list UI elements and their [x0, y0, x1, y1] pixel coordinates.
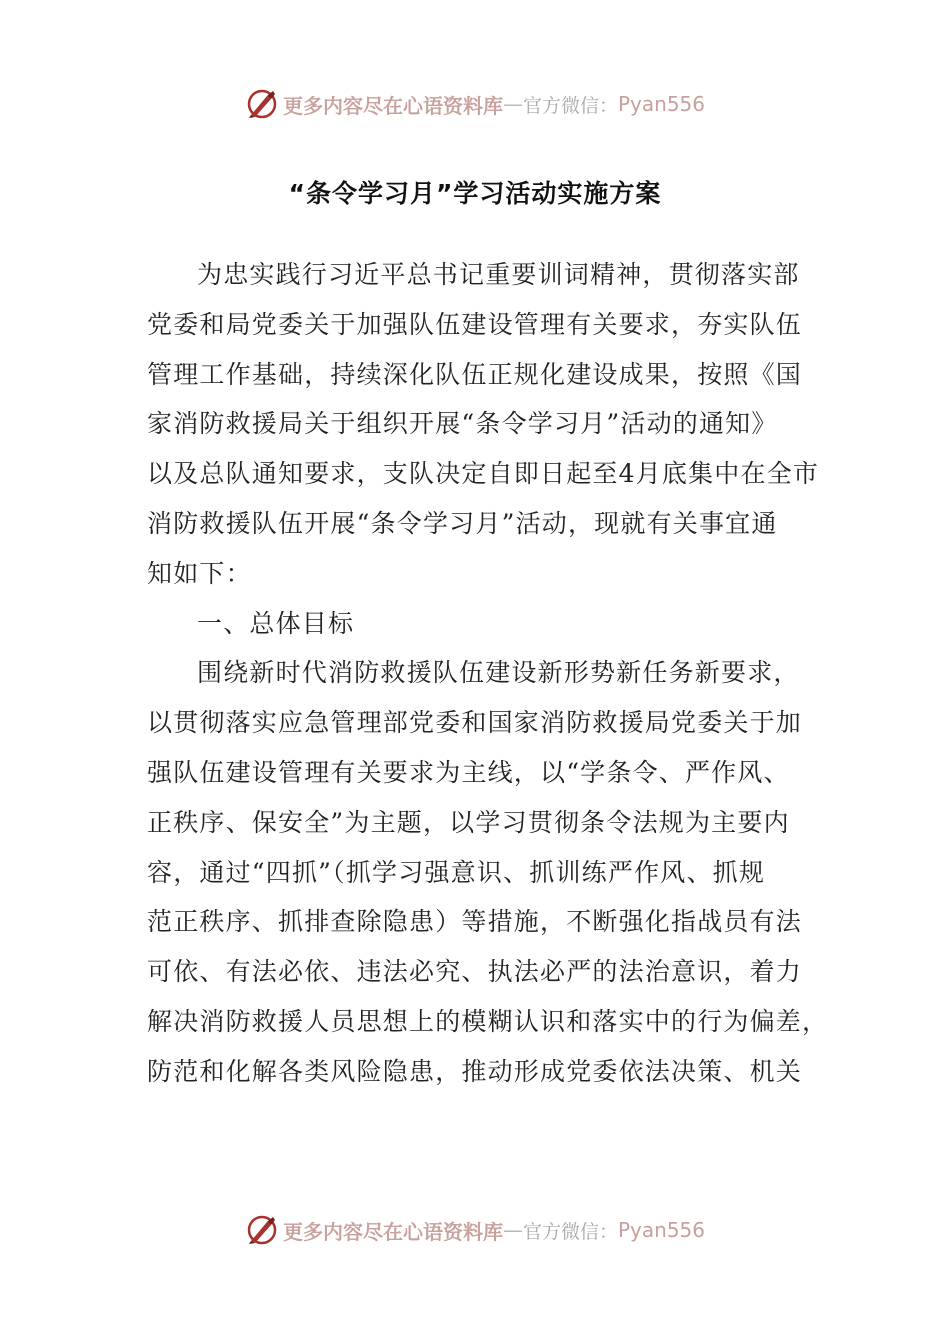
watermark-label: 官方微信： [522, 94, 618, 117]
document-body [147, 250, 829, 1097]
paragraph-line: 正秩序、保安全”为主题，以学习贯彻条令法规为主要内 [147, 807, 790, 837]
paragraph-line: 容，通过“四抓”（抓学习强意识、抓训练严作风、抓规 [147, 857, 766, 887]
watermark-wechat-id: Pyan556 [618, 1218, 706, 1242]
watermark-dash: — [502, 92, 523, 116]
watermark-main-text: 更多内容尽在心语资料库 [282, 1219, 503, 1244]
watermark-label: 官方微信： [522, 1220, 618, 1243]
paragraph-line: 解决消防救援人员思想上的模糊认识和落实中的行为偏差， [147, 1006, 829, 1036]
watermark-main-text: 更多内容尽在心语资料库 [282, 93, 503, 118]
paragraph-line: 强队伍建设管理有关要求为主线，以“学条令、严作风、 [147, 757, 790, 787]
paragraph-line: 围绕新时代消防救援队伍建设新形势新任务新要求， [197, 658, 800, 688]
paragraph-line: 管理工作基础，持续深化队伍正规化建设成果，按照《国 [147, 359, 803, 389]
paragraph-line: 防范和化解各类风险隐患，推动形成党委依法决策、机关 [147, 1056, 803, 1086]
paragraph-line: 党委和局党委关于加强队伍建设管理有关要求，夯实队伍 [147, 309, 803, 339]
document-title: “条令学习月”学习活动实施方案 [288, 179, 662, 208]
paragraph-line: 可依、有法必依、违法必究、执法必严的法治意识，着力 [147, 957, 803, 987]
paragraph-line: 家消防救援局关于组织开展“条令学习月”活动的通知》 [147, 409, 778, 439]
paragraph-line: 消防救援队伍开展“条令学习月”活动，现就有关事宜通 [147, 508, 778, 538]
watermark-dash: — [502, 1218, 523, 1242]
paragraph-line: 以贯彻落实应急管理部党委和国家消防救援局党委关于加 [147, 708, 803, 738]
pen-logo-icon [245, 1213, 279, 1247]
pen-logo-icon [245, 87, 279, 121]
paragraph-line: 范正秩序、抓排查除隐患）等措施，不断强化指战员有法 [147, 907, 803, 937]
paragraph-line: 以及总队通知要求，支队决定自即日起至4月底集中在全市 [147, 459, 820, 489]
watermark-banner-top [0, 84, 950, 124]
watermark-wechat-id: Pyan556 [618, 92, 706, 116]
paragraph-line: 知如下： [147, 558, 252, 588]
section-heading: 一、总体目标 [197, 608, 355, 638]
watermark-banner-bottom [0, 1210, 950, 1250]
paragraph-line: 为忠实践行习近平总书记重要训词精神，贯彻落实部 [197, 260, 800, 289]
